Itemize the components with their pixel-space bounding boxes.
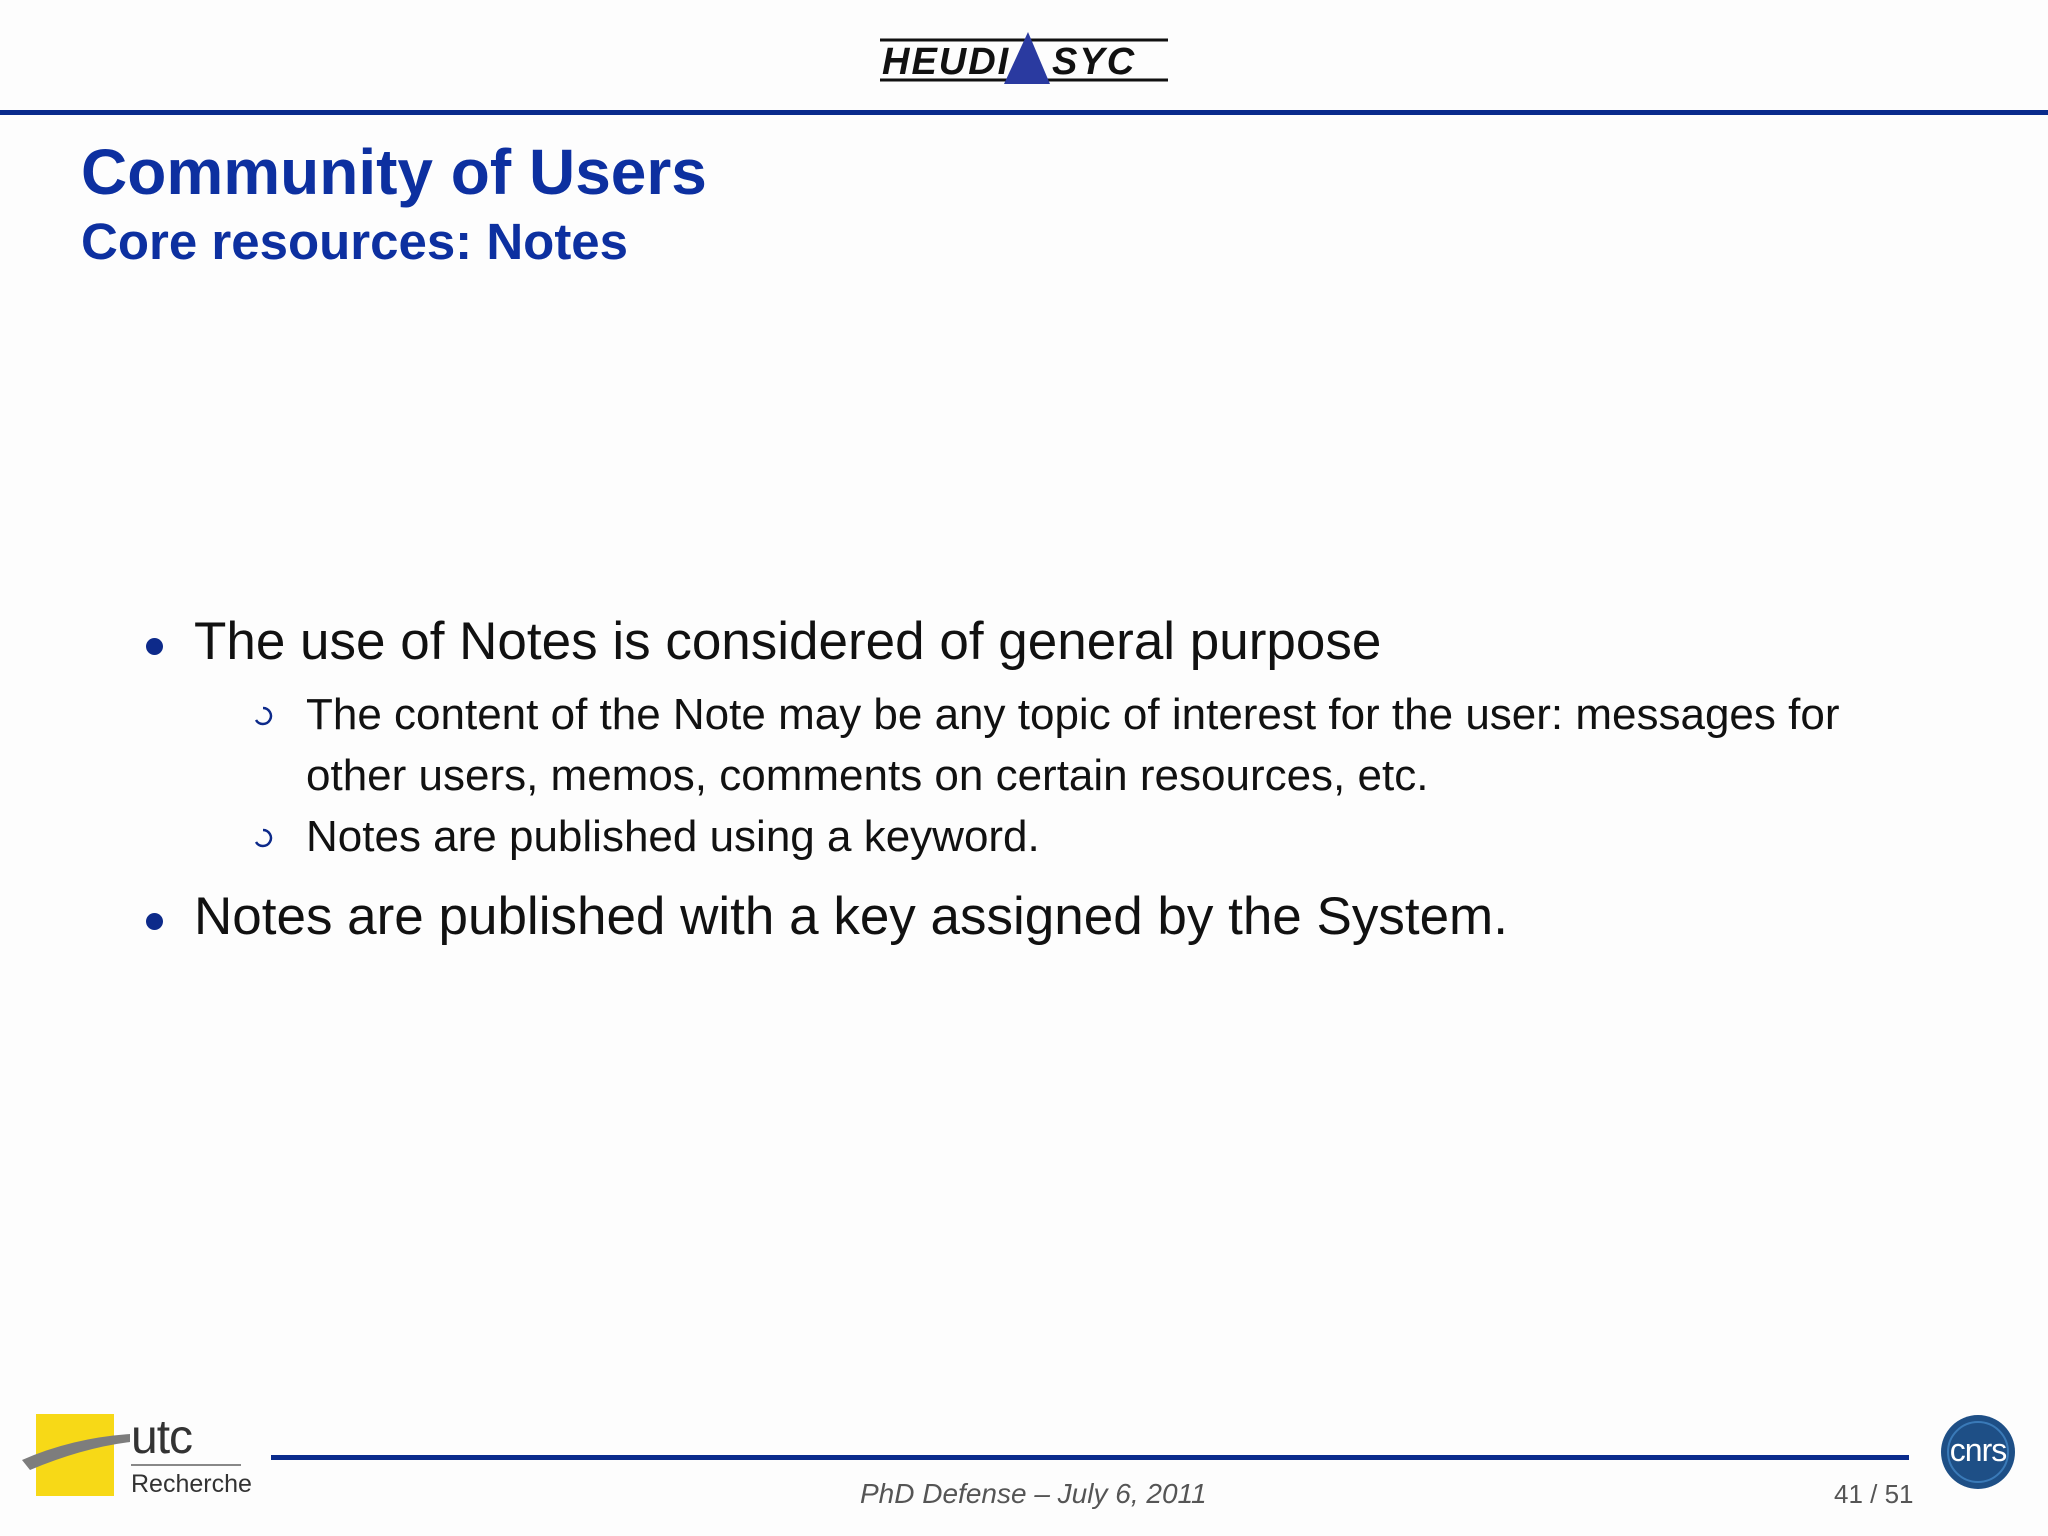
cnrs-logo-text: cnrs [1949,1432,2007,1468]
header-rule [0,110,2048,115]
bullet-text: The use of Notes is considered of general purpose [194,612,1382,671]
bullet-list [140,606,1960,953]
utc-logo-rule [131,1464,241,1466]
sub-bullet-ring-icon [253,706,273,726]
heudiasyc-logo [878,28,1170,90]
bullet-dot-icon [146,913,163,930]
sub-bullet-list [194,684,1960,867]
sub-bullet-ring-icon [253,828,273,848]
bullet-item [140,881,1960,953]
page-number: 41 / 51 [1834,1479,1914,1509]
bullet-dot-icon [146,638,163,655]
utc-logo-text: utc [131,1411,193,1464]
bullet-item [140,606,1960,867]
slide-subtitle: Core resources: Notes [81,213,629,270]
footer-event-date: PhD Defense – July 6, 2011 [860,1478,1207,1509]
svg-text:SYC: SYC [1052,41,1137,83]
sub-bullet-text: The content of the Note may be any topic of interest for the user: messages for other users, memos, comments on certain resources, etc. [306,690,1840,800]
slide-title: Community of Users [81,136,707,208]
footer-rule [271,1455,1909,1460]
sub-bullet-text: Notes are published using a keyword. [306,812,1040,861]
svg-text:HEUDI: HEUDI [882,41,1011,83]
sub-bullet-item [306,684,1946,806]
sub-bullet-item [306,806,1946,867]
bullet-text: Notes are published with a key assigned by the System. [194,887,1508,946]
utc-logo-subtext: Recherche [131,1470,252,1498]
